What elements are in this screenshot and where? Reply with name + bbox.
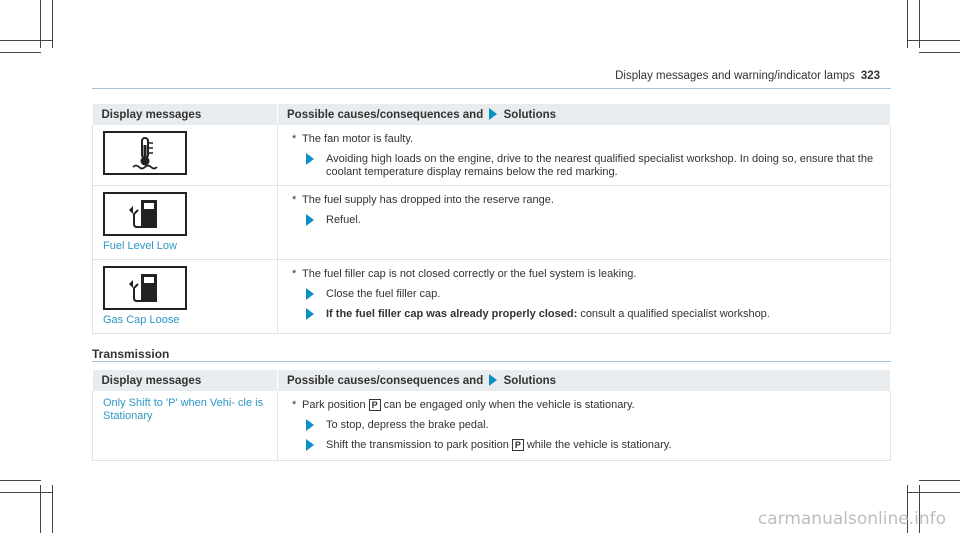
arrow-right-icon xyxy=(489,374,497,386)
table-row xyxy=(93,391,891,461)
section-rule xyxy=(92,361,891,362)
causes-cell xyxy=(278,391,891,461)
column-header-causes-text: Possible causes/consequences and xyxy=(287,109,484,121)
arrow-right-icon xyxy=(306,214,314,226)
display-message-cell xyxy=(93,391,278,461)
crop-mark xyxy=(919,480,960,481)
crop-mark xyxy=(0,480,41,481)
display-message-label: Fuel Level Low xyxy=(103,240,177,252)
table-row xyxy=(93,186,891,260)
causes-cell xyxy=(278,260,891,334)
display-message-label: Only Shift to 'P' when Vehi- cle is Stationary xyxy=(103,397,264,422)
fuel-pump-icon xyxy=(103,192,187,236)
display-message-cell xyxy=(93,186,278,260)
column-header-solutions-text: Solutions xyxy=(503,375,557,387)
running-header xyxy=(615,70,880,82)
table-row xyxy=(93,125,891,186)
action-item: Shift the transmission to park position P while the vehicle is stationary. xyxy=(292,439,880,452)
crop-mark xyxy=(907,40,960,41)
causes-cell xyxy=(278,186,891,260)
park-position-symbol: P xyxy=(369,399,381,411)
crop-mark xyxy=(0,52,41,53)
section-title: Transmission xyxy=(92,347,170,361)
table-row xyxy=(93,260,891,334)
coolant-temperature-icon xyxy=(103,131,187,175)
column-header-display-messages: Display messages xyxy=(93,104,278,125)
arrow-right-icon xyxy=(489,108,497,120)
display-messages-table xyxy=(92,104,891,334)
column-header-causes xyxy=(278,104,891,125)
transmission-messages-table xyxy=(92,370,891,461)
action-item: Refuel. xyxy=(292,214,880,227)
arrow-right-icon xyxy=(306,153,314,165)
action-item: Close the fuel filler cap. xyxy=(292,288,880,301)
display-message-cell xyxy=(93,260,278,334)
column-header-display-messages: Display messages xyxy=(93,370,278,391)
display-message-cell xyxy=(93,125,278,186)
crop-mark xyxy=(919,52,960,53)
action-item: To stop, depress the brake pedal. xyxy=(292,419,880,432)
cause-text: * The fuel filler cap is not closed correctly or the fuel system is leaking. xyxy=(292,268,637,280)
causes-cell xyxy=(278,125,891,186)
running-header-title: Display messages and warning/indicator lamps xyxy=(615,70,855,82)
watermark: carmanualsonline.info xyxy=(757,509,946,529)
arrow-right-icon xyxy=(306,419,314,431)
crop-mark xyxy=(907,492,960,493)
column-header-causes-text: Possible causes/consequences and xyxy=(287,375,484,387)
header-rule xyxy=(92,88,891,89)
crop-mark xyxy=(0,40,53,41)
table-header-row xyxy=(93,104,891,125)
action-item: Avoiding high loads on the engine, drive to the nearest qualified specialist workshop. In doing so, ensure that the coolant temperature display remains below the red marking. xyxy=(292,153,880,179)
column-header-causes xyxy=(278,370,891,391)
action-item: If the fuel filler cap was already properly closed: consult a qualified specialist workshop. xyxy=(292,308,880,321)
cause-text: * Park position P can be engaged only when the vehicle is stationary. xyxy=(292,399,635,411)
arrow-right-icon xyxy=(306,288,314,300)
cause-text: * The fuel supply has dropped into the reserve range. xyxy=(292,194,554,206)
display-message-label: Gas Cap Loose xyxy=(103,314,180,326)
fuel-pump-icon xyxy=(103,266,187,310)
column-header-solutions-text: Solutions xyxy=(503,109,557,121)
park-position-symbol: P xyxy=(512,439,524,451)
arrow-right-icon xyxy=(306,439,314,451)
page-number: 323 xyxy=(860,70,880,82)
arrow-right-icon xyxy=(306,308,314,320)
crop-mark xyxy=(0,492,53,493)
table-header-row xyxy=(93,370,891,391)
cause-text: * The fan motor is faulty. xyxy=(292,133,414,145)
